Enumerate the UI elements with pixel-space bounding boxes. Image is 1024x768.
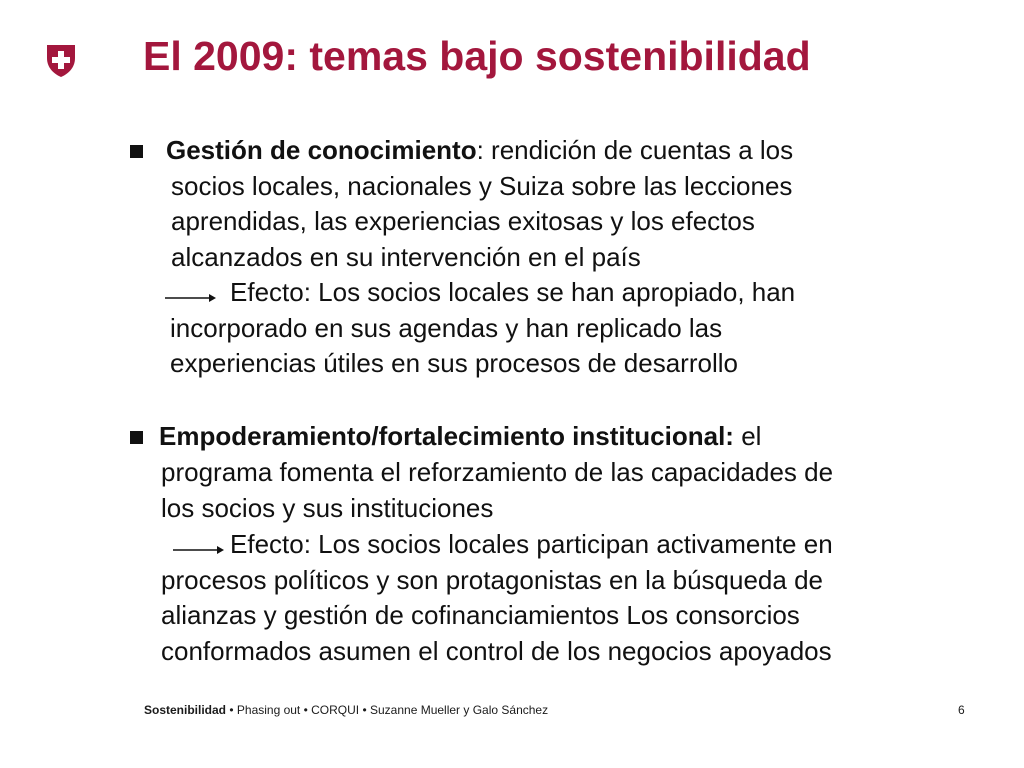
effect-line: procesos políticos y son protagonistas en la búsqueda de	[161, 564, 823, 595]
section-knowledge-body	[171, 169, 792, 276]
arrow-right-icon	[165, 290, 217, 302]
effect-empowerment-rest	[161, 563, 832, 670]
section-text: : rendición de cuentas a los	[476, 135, 794, 165]
effect-line: incorporado en sus agendas y han replicado las	[170, 312, 723, 343]
section-line	[166, 133, 793, 169]
footer-details: • Phasing out • CORQUI • Suzanne Mueller y Galo Sánchez	[226, 703, 549, 717]
effect-line: alianzas y gestión de cofinanciamientos Los consorcios	[161, 600, 800, 630]
bullet-square	[130, 431, 143, 444]
effect-line: experiencias útiles en sus procesos de desarrollo	[170, 348, 738, 378]
section-empowerment	[159, 419, 761, 455]
section-line: los socios y sus instituciones	[161, 492, 494, 523]
section-line: programa fomenta el reforzamiento de las capacidades de	[161, 457, 834, 487]
section-line: aprendidas, las experiencias exitosas y los efectos	[171, 206, 755, 236]
effect-line: conformados asumen el control de los negocios apoyados	[161, 635, 832, 666]
section-heading: Empoderamiento/fortalecimiento institucional:	[159, 421, 734, 451]
effect-line: Efecto: Los socios locales se han apropiado, han	[230, 277, 796, 307]
section-line: alcanzados en su intervención en el país	[171, 241, 641, 272]
arrow-right-icon	[173, 542, 225, 554]
section-knowledge-management	[166, 133, 793, 169]
section-line	[159, 419, 761, 455]
section-heading: Gestión de conocimiento	[166, 135, 477, 165]
page-number: 6	[958, 703, 965, 717]
effect-empowerment-first	[230, 527, 833, 563]
slide-footer	[144, 703, 548, 717]
swiss-cross-shield-icon	[44, 44, 78, 78]
section-text: el	[733, 421, 762, 451]
effect-line: Efecto: Los socios locales participan activamente en	[230, 529, 833, 559]
slide-title: El 2009: temas bajo sostenibilidad	[143, 33, 811, 79]
effect-knowledge-first	[230, 275, 795, 311]
section-empowerment-body	[161, 455, 833, 526]
section-line: socios locales, nacionales y Suiza sobre las lecciones	[171, 170, 793, 201]
footer-topic: Sostenibilidad	[144, 703, 227, 717]
effect-knowledge-rest	[170, 311, 738, 382]
bullet-square	[130, 145, 143, 158]
